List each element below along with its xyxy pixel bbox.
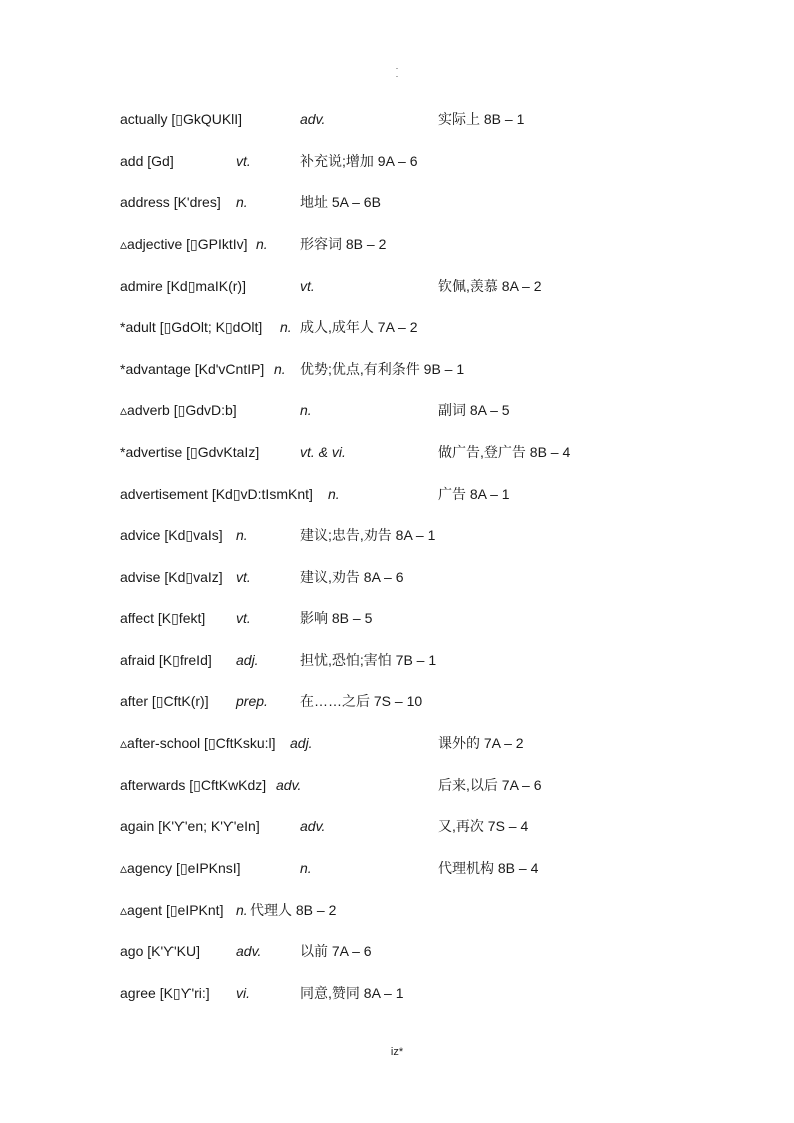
- headword: admire [Kd▯maIK(r)]: [120, 278, 246, 294]
- headword: advise [Kd▯vaIz]: [120, 569, 223, 585]
- meaning: 成人,成年人 7A – 2: [300, 319, 418, 335]
- meaning: 在……之后 7S – 10: [300, 693, 423, 709]
- page-header-mark: · ·: [395, 63, 399, 81]
- meaning: 形容词 8B – 2: [300, 236, 387, 252]
- headword: afraid [K▯freId]: [120, 652, 212, 668]
- part-of-speech: adv.: [236, 943, 262, 959]
- meaning: 课外的 7A – 2: [438, 735, 524, 751]
- part-of-speech: n.: [236, 527, 248, 543]
- part-of-speech: vt.: [236, 153, 251, 169]
- headword: address [K'dres]: [120, 194, 221, 210]
- part-of-speech: adv.: [276, 777, 302, 793]
- meaning: 地址 5A – 6B: [300, 194, 381, 210]
- headword: ▵after-school [▯CftKsku:l]: [120, 735, 276, 751]
- headword: *adult [▯GdOlt; K▯dOlt]: [120, 319, 263, 335]
- headword: ▵agent [▯eIPKnt]: [120, 902, 224, 918]
- part-of-speech: adv.: [300, 818, 326, 834]
- part-of-speech: n.: [300, 402, 312, 418]
- headword: ago [K'ϒ'KU]: [120, 943, 200, 959]
- meaning: 同意,赞同 8A – 1: [300, 985, 404, 1001]
- headword: after [▯CftK(r)]: [120, 693, 209, 709]
- meaning: 补充说;增加 9A – 6: [300, 153, 418, 169]
- headword: actually [▯GkQUKlI]: [120, 111, 243, 127]
- headword: *advertise [▯GdvKtaIz]: [120, 444, 260, 460]
- headword: afterwards [▯CftKwKdz]: [120, 777, 267, 793]
- meaning: 实际上 8B – 1: [438, 111, 525, 127]
- headword: *advantage [Kd'vCntIP]: [120, 361, 265, 377]
- part-of-speech: vt. & vi.: [300, 444, 346, 460]
- meaning: 副词 8A – 5: [438, 402, 510, 418]
- page-footer-mark: iz*: [390, 1046, 404, 1058]
- part-of-speech: prep.: [236, 693, 268, 709]
- headword: affect [K▯fekt]: [120, 610, 206, 626]
- meaning: 担忧,恐怕;害怕 7B – 1: [300, 652, 437, 668]
- part-of-speech: vt.: [236, 569, 251, 585]
- part-of-speech: adj.: [236, 652, 259, 668]
- part-of-speech: vt.: [236, 610, 251, 626]
- part-of-speech: n.: [280, 319, 292, 335]
- headword: advice [Kd▯vaIs]: [120, 527, 223, 543]
- part-of-speech: n.: [274, 361, 286, 377]
- part-of-speech: n.: [328, 486, 340, 502]
- part-of-speech: n.: [236, 902, 248, 918]
- meaning: 优势;优点,有利条件 9B – 1: [300, 361, 465, 377]
- meaning: 建议,劝告 8A – 6: [300, 569, 404, 585]
- meaning: 广告 8A – 1: [438, 486, 510, 502]
- part-of-speech: n.: [256, 236, 268, 252]
- headword: ▵adjective [▯GPIktIv]: [120, 236, 248, 252]
- meaning: 建议;忠告,劝告 8A – 1: [300, 527, 436, 543]
- part-of-speech: vi.: [236, 985, 250, 1001]
- headword: again [K'ϒ'en; K'ϒ'eIn]: [120, 818, 260, 834]
- part-of-speech: adj.: [290, 735, 313, 751]
- headword: ▵agency [▯eIPKnsI]: [120, 860, 241, 876]
- meaning: 钦佩,羡慕 8A – 2: [438, 278, 542, 294]
- meaning: 又,再次 7S – 4: [438, 818, 529, 834]
- meaning: 做广告,登广告 8B – 4: [438, 444, 571, 460]
- meaning: 后来,以后 7A – 6: [438, 777, 542, 793]
- headword: ▵adverb [▯GdvD:b]: [120, 402, 237, 418]
- meaning: 代理机构 8B – 4: [438, 860, 539, 876]
- headword: advertisement [Kd▯vD:tIsmKnt]: [120, 486, 313, 502]
- headword: add [Gd]: [120, 153, 174, 169]
- headword: agree [K▯ϒ'ri:]: [120, 985, 210, 1001]
- meaning: 影响 8B – 5: [300, 610, 373, 626]
- part-of-speech: n.: [236, 194, 248, 210]
- part-of-speech: adv.: [300, 111, 326, 127]
- meaning: 代理人 8B – 2: [250, 902, 337, 918]
- meaning: 以前 7A – 6: [300, 943, 372, 959]
- part-of-speech: vt.: [300, 278, 315, 294]
- part-of-speech: n.: [300, 860, 312, 876]
